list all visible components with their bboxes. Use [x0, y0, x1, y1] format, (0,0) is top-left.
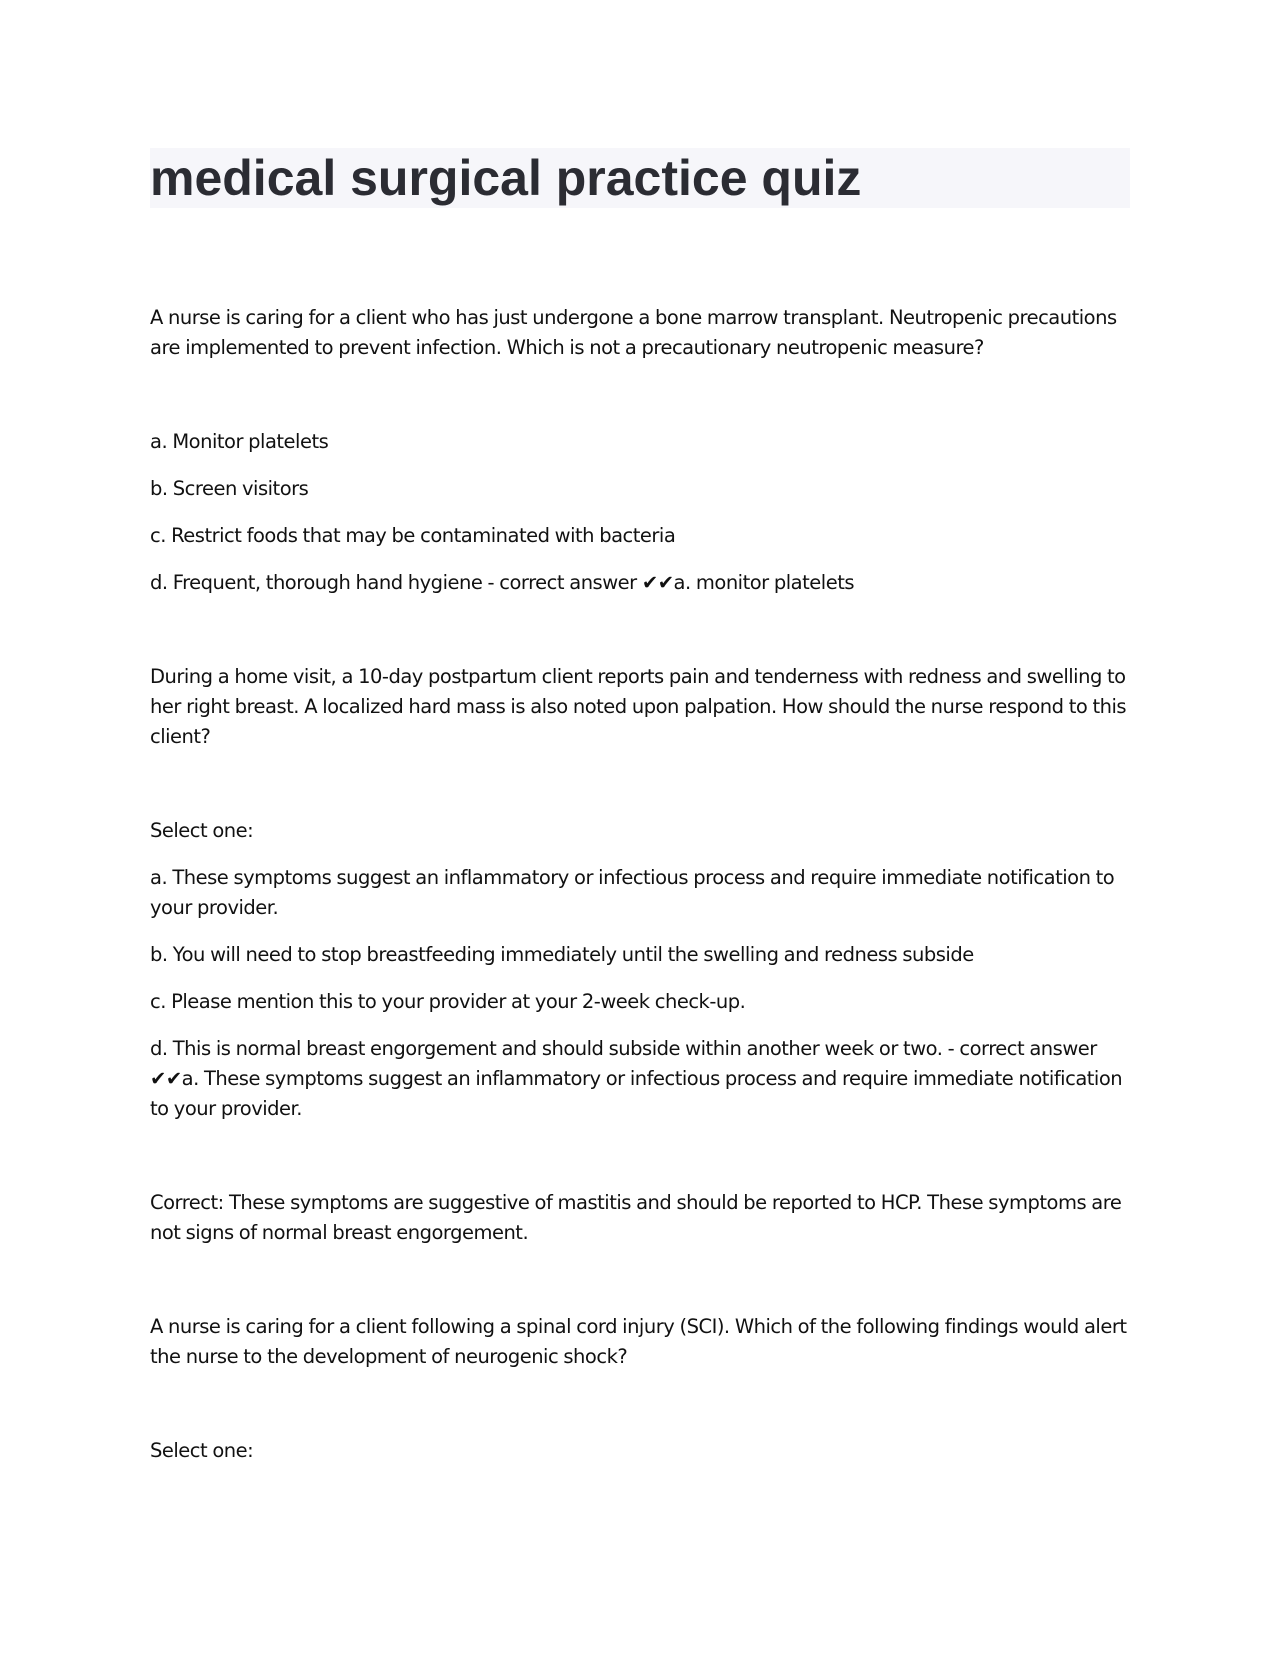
- question-1-option-d: d. Frequent, thorough hand hygiene - correct answer ✔✔a. monitor platelets: [150, 571, 854, 594]
- question-1-text: A nurse is caring for a client who has just undergone a bone marrow transplant. Neutropenic precautions are implemented to prevent infection. Which is not a precautionary neutropenic measure?: [150, 306, 1117, 359]
- question-2-select-label: Select one:: [150, 819, 254, 842]
- document-title: medical surgical practice quiz: [150, 150, 862, 206]
- question-2-option-a: a. These symptoms suggest an inflammatory or infectious process and require immediate notification to your provider.: [150, 866, 1115, 919]
- document-page: [150, 148, 1130, 1466]
- question-2-option-b: b. You will need to stop breastfeeding immediately until the swelling and redness subside: [150, 943, 974, 966]
- question-2-option-c: c. Please mention this to your provider at your 2-week check-up.: [150, 990, 746, 1013]
- question-2-rationale: Correct: These symptoms are suggestive of mastitis and should be reported to HCP. These symptoms are not signs of normal breast engorgement.: [150, 1191, 1122, 1244]
- question-3-text: A nurse is caring for a client following a spinal cord injury (SCI). Which of the following findings would alert the nurse to the development of neurogenic shock?: [150, 1315, 1127, 1368]
- question-1-option-c: c. Restrict foods that may be contaminated with bacteria: [150, 524, 676, 547]
- question-2-option-d: d. This is normal breast engorgement and should subside within another week or two. - correct answer ✔✔a. These symptoms suggest an inflammatory or infectious process and require immediate notification to your provider.: [150, 1037, 1123, 1120]
- question-1-option-a: a. Monitor platelets: [150, 430, 329, 453]
- question-2-text: During a home visit, a 10-day postpartum client reports pain and tenderness with redness and swelling to her right breast. A localized hard mass is also noted upon palpation. How should the nurse respond to this client?: [150, 665, 1127, 748]
- question-3-select-label: Select one:: [150, 1439, 254, 1462]
- question-1-option-b: b. Screen visitors: [150, 477, 309, 500]
- title-banner: [150, 148, 1130, 208]
